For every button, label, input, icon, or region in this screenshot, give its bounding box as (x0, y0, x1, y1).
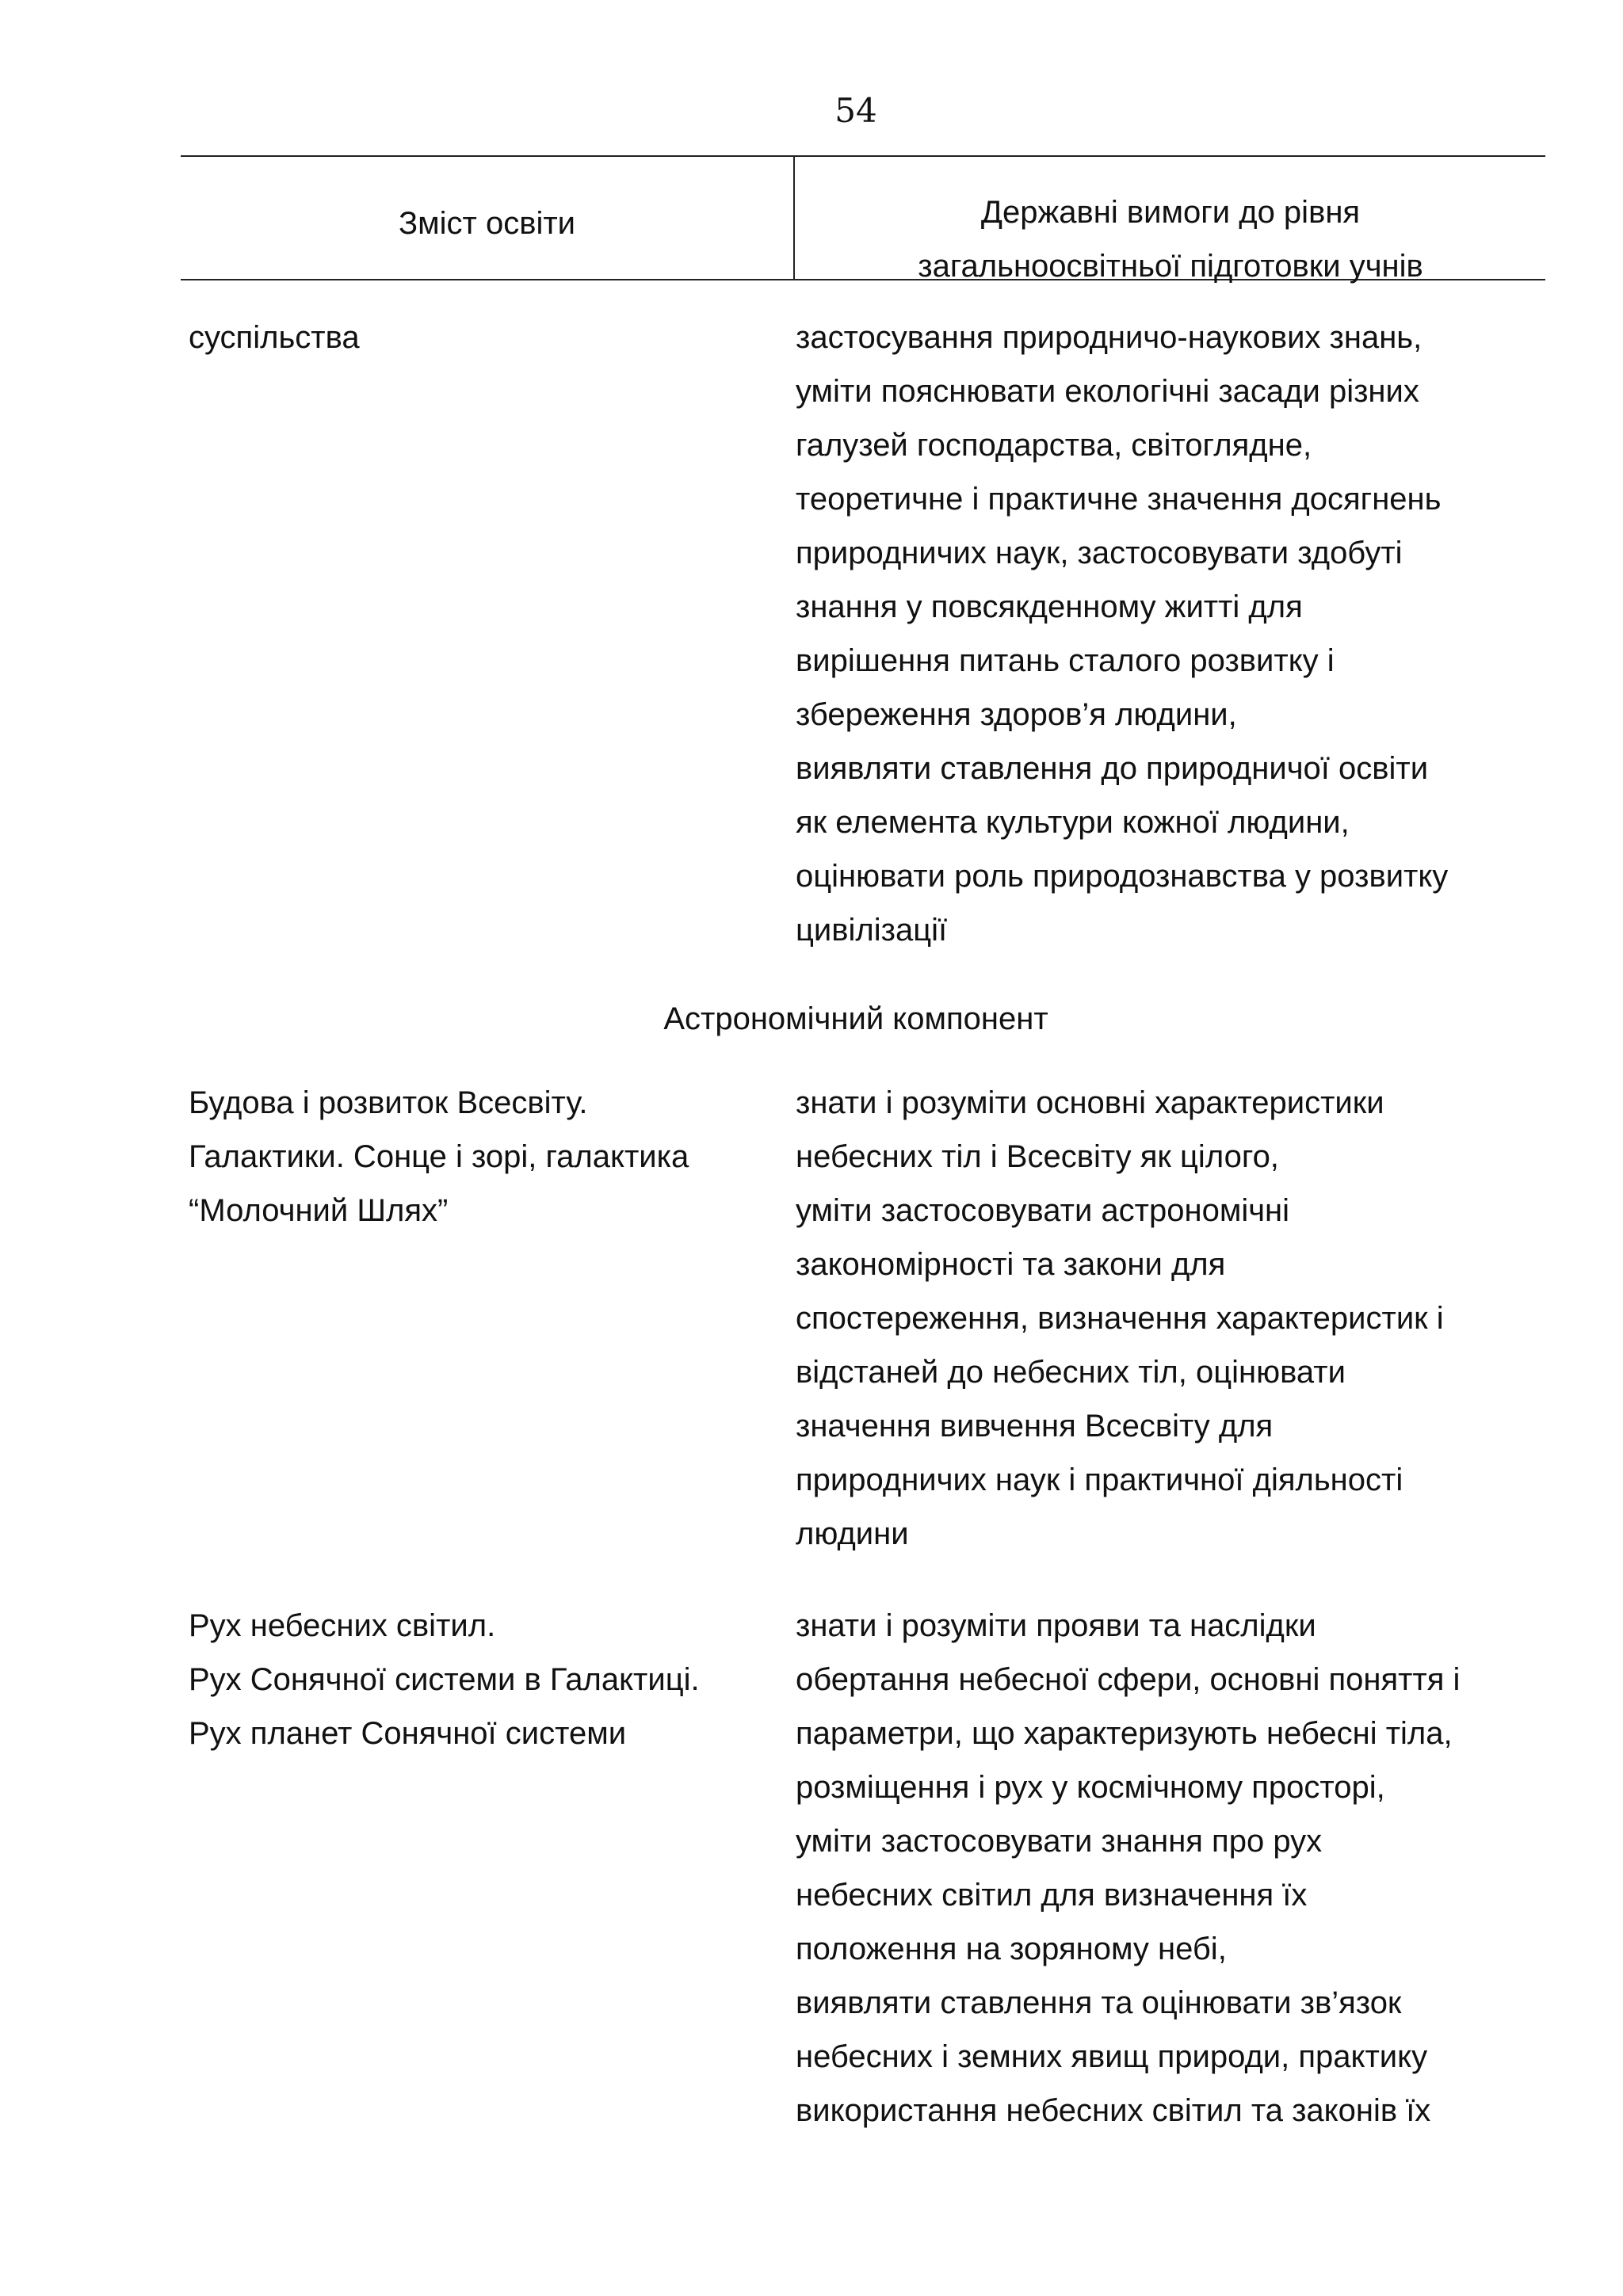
content-line: Рух Сонячної системи в Галактиці. (189, 1662, 700, 1697)
requirement-line: вирішення питань сталого розвитку і (796, 643, 1335, 678)
content-line: Галактики. Сонце і зорі, галактика (189, 1139, 689, 1174)
section-title: Астрономічний компонент (663, 1001, 1048, 1036)
requirement-line: уміти пояснювати екологічні засади різних (796, 374, 1419, 409)
requirement-line: небесних світил для визначення їх (796, 1878, 1308, 1913)
requirement-line: природничих наук і практичної діяльності (796, 1463, 1403, 1497)
requirement-line: оцінювати роль природознавства у розвитку (796, 859, 1449, 894)
requirement-line: знати і розуміти прояви та наслідки (796, 1608, 1316, 1643)
requirement-line: як елемента культури кожної людини, (796, 805, 1350, 840)
header-requirements-column (796, 185, 1545, 293)
requirement-line: небесних тіл і Всесвіту як цілого, (796, 1139, 1279, 1174)
requirement-line: уміти застосовувати астрономічні (796, 1193, 1290, 1228)
content-line: “Молочний Шлях” (189, 1193, 449, 1228)
requirement-line: відстаней до небесних тіл, оцінювати (796, 1355, 1346, 1390)
requirement-line: виявляти ставлення та оцінювати зв’язок (796, 1985, 1402, 2020)
row-content-cell (189, 1076, 799, 1238)
row-requirements-cell (796, 311, 1556, 957)
requirement-line: збереження здоров’я людини, (796, 697, 1237, 732)
requirement-line: положення на зоряному небі, (796, 1932, 1227, 1966)
requirement-line: спостереження, визначення характеристик і (796, 1301, 1444, 1336)
row-content-cell (189, 311, 799, 364)
requirement-line: розміщення і рух у космічному просторі, (796, 1770, 1385, 1805)
header-content-label: Зміст освіти (398, 205, 576, 241)
table-header (181, 155, 1545, 284)
requirement-line: людини (796, 1516, 909, 1551)
requirement-line: параметри, що характеризують небесні тіла, (796, 1716, 1453, 1751)
requirement-line: природничих наук, застосовувати здобуті (796, 536, 1403, 570)
requirement-line: використання небесних світил та законів їх (796, 2093, 1431, 2128)
requirement-line: теоретичне і практичне значення досягнень (796, 482, 1442, 517)
requirement-line: уміти застосовувати знання про рух (796, 1824, 1323, 1859)
requirement-line: знати і розуміти основні характеристики (796, 1085, 1384, 1120)
content-line: Будова і розвиток Всесвіту. (189, 1085, 588, 1120)
row-requirements-cell (796, 1599, 1556, 2138)
requirement-line: знання у повсякденному житті для (796, 589, 1303, 624)
header-divider (793, 157, 795, 279)
requirement-line: галузей господарства, світоглядне, (796, 428, 1312, 463)
page-number: 54 (834, 91, 877, 130)
content-line: Рух небесних світил. (189, 1608, 496, 1643)
header-content-column (181, 157, 793, 279)
requirement-line: обертання небесної сфери, основні поняття і (796, 1662, 1461, 1697)
requirement-line: виявляти ставлення до природничої освіти (796, 751, 1429, 786)
row-content-cell (189, 1599, 799, 1760)
requirement-line: застосування природничо-наукових знань, (796, 320, 1423, 355)
row-requirements-cell (796, 1076, 1556, 1561)
header-requirements-line: загальноосвітньої підготовки учнів (918, 249, 1423, 284)
content-line: Рух планет Сонячної системи (189, 1716, 627, 1751)
requirement-line: небесних і земних явищ природи, практику (796, 2039, 1428, 2074)
requirement-line: значення вивчення Всесвіту для (796, 1409, 1274, 1444)
requirement-line: закономірності та закони для (796, 1247, 1226, 1282)
content-line: суспільства (189, 320, 360, 355)
requirement-line: цивілізації (796, 913, 948, 948)
header-requirements-line: Державні вимоги до рівня (980, 195, 1361, 230)
